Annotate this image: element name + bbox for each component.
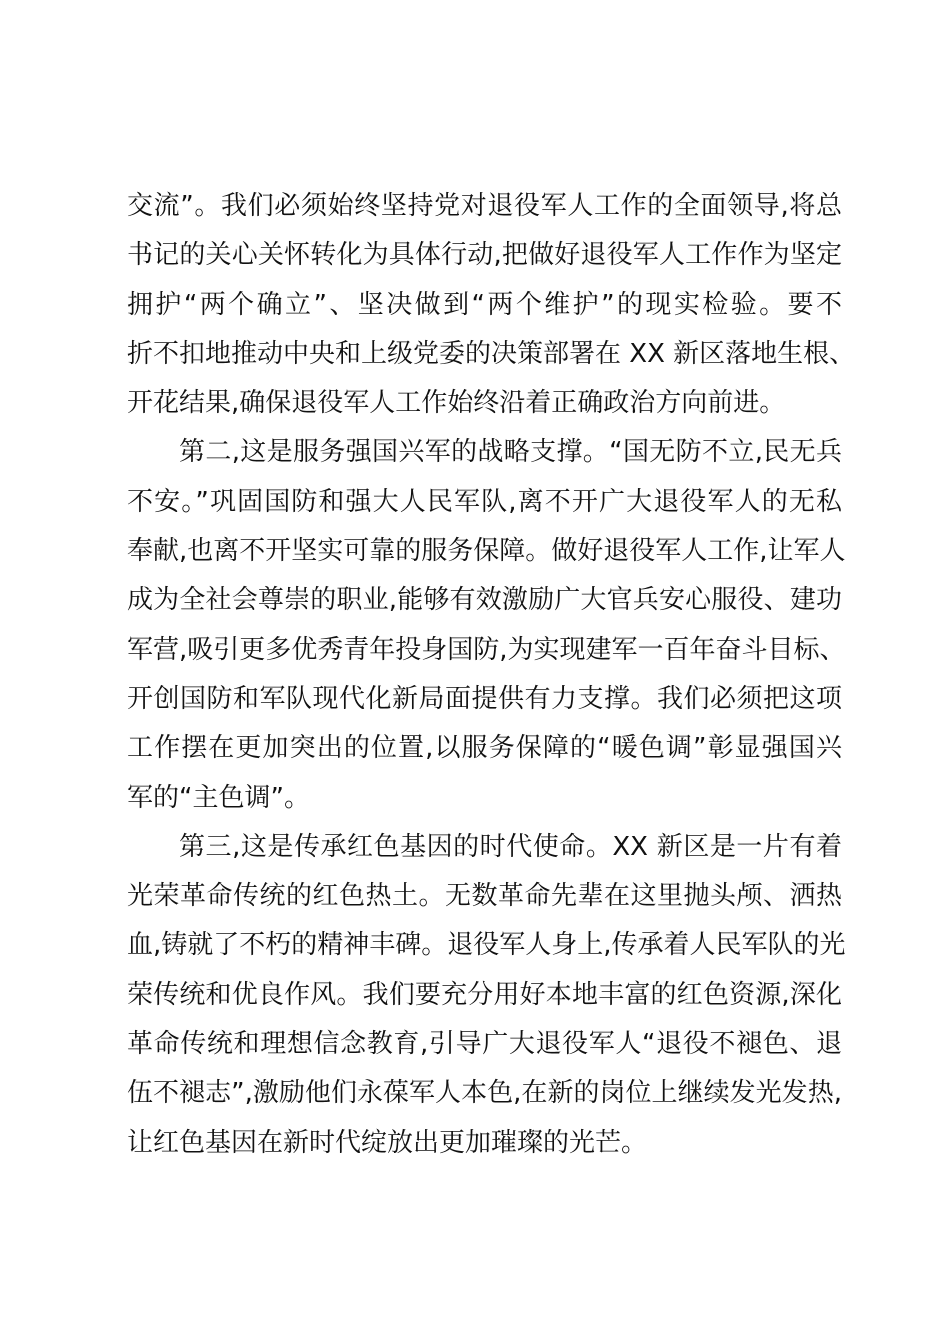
text-line: 军营,吸引更多优秀青年投身国防,为实现建军一百年奋斗目标、	[127, 634, 846, 665]
text-line: 书记的关心关怀转化为具体行动,把做好退役军人工作作为坚定	[127, 240, 842, 271]
text-line: 革命传统和理想信念教育,引导广大退役军人“退役不褪色、退	[127, 1029, 842, 1060]
text-line: 不安。”巩固国防和强大人民军队,离不开广大退役军人的无私	[127, 486, 842, 517]
text-line: 光荣革命传统的红色热土。无数革命先辈在这里抛头颅、洒热	[127, 881, 842, 912]
text-line: 伍不褪志”,激励他们永葆军人本色,在新的岗位上继续发光发热,	[127, 1078, 842, 1109]
text-line: 开花结果,确保退役军人工作始终沿着正确政治方向前进。	[127, 388, 786, 419]
paragraph-first-line: 第二,这是服务强国兴军的战略支撑。“国无防不立,民无兵	[179, 437, 842, 468]
text-line: 折不扣地推动中央和上级党委的决策部署在 XX 新区落地生根、	[127, 338, 856, 369]
text-line: 拥护“两个确立”、坚决做到“两个维护”的现实检验。要不	[127, 289, 842, 320]
text-line: 奉献,也离不开坚实可靠的服务保障。做好退役军人工作,让军人	[127, 536, 846, 567]
text-line: 交流”。我们必须始终坚持党对退役军人工作的全面领导,将总	[127, 191, 842, 221]
text-line: 成为全社会尊崇的职业,能够有效激励广大官兵安心服役、建功	[127, 585, 842, 616]
text-line: 让红色基因在新时代绽放出更加璀璨的光芒。	[127, 1127, 648, 1158]
text-line: 荣传统和优良作风。我们要充分用好本地丰富的红色资源,深化	[127, 979, 842, 1010]
text-line: 工作摆在更加突出的位置,以服务保障的“暖色调”彰显强国兴	[127, 733, 842, 764]
text-line: 开创国防和军队现代化新局面提供有力支撑。我们必须把这项	[127, 683, 842, 714]
text-line: 血,铸就了不朽的精神丰碑。退役军人身上,传承着人民军队的光	[127, 930, 846, 961]
body-text	[127, 182, 856, 1168]
text-line: 军的“主色调”。	[127, 782, 310, 813]
paragraph-first-line: 第三,这是传承红色基因的时代使命。XX 新区是一片有着	[179, 831, 842, 862]
